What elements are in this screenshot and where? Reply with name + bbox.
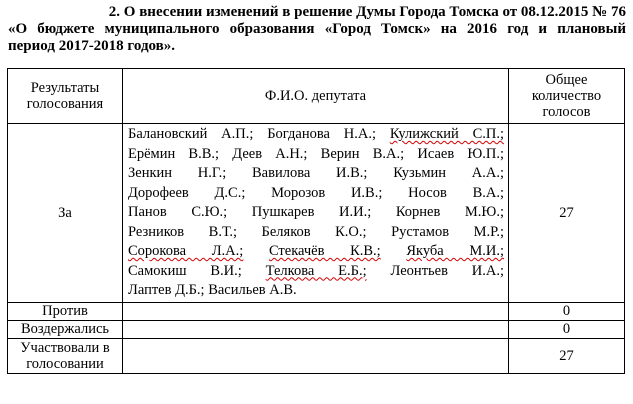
names-line — [128, 184, 504, 204]
heading-line-2: «О бюджете муниципального образования «Город Томск» на 2016 год и плановый — [8, 21, 626, 37]
deputy-name: Лаптев Д.Б.; — [128, 282, 205, 298]
names-line — [128, 125, 504, 145]
result-label: Воздержались — [8, 320, 123, 338]
deputy-name: Телкова Е.Б.; — [265, 262, 367, 279]
deputy-name: Морозов И.В.; — [271, 184, 383, 201]
deputy-name: Сорокова Л.А.; — [128, 243, 244, 259]
deputy-names-cell — [123, 302, 509, 320]
table-row-for — [8, 124, 625, 303]
deputy-name: Кузьмин А.А.; — [393, 165, 505, 181]
deputy-name: Дорофеев Д.С.; — [128, 184, 246, 201]
names-line — [128, 223, 504, 243]
vote-count: 0 — [509, 302, 625, 320]
names-line — [128, 242, 504, 262]
table-row-against — [8, 302, 625, 320]
heading-line-3: период 2017-2018 годов». — [8, 38, 176, 54]
deputy-name: Леонтьев И.А.; — [390, 262, 505, 279]
names-line — [128, 281, 504, 301]
voting-results-table — [7, 68, 625, 374]
deputy-name: Ерёмин В.В.; — [128, 145, 220, 162]
deputy-name: Беляков К.О.; — [261, 223, 367, 240]
deputy-name: Резников В.Т.; — [128, 223, 238, 240]
deputy-name: Балановский А.П.; — [128, 126, 254, 142]
header-total: Общее количество голосов — [509, 69, 625, 124]
table-row-abstained — [8, 320, 625, 338]
header-results: Результаты голосования — [8, 69, 123, 124]
deputy-names-cell — [123, 338, 509, 373]
vote-count: 27 — [509, 124, 625, 303]
deputy-name: Верин В.А.; — [320, 145, 405, 162]
deputy-name: Стекачёв К.В.; — [268, 243, 381, 259]
deputy-name: Самокиш В.И.; — [128, 262, 242, 279]
vote-count: 0 — [509, 320, 625, 338]
deputy-name: Вавилова И.В.; — [252, 165, 368, 181]
deputy-names-cell — [123, 124, 509, 303]
vote-count: 27 — [509, 338, 625, 373]
deputy-name: Носов В.А.; — [408, 184, 504, 201]
deputy-name: Васильев А.В. — [208, 282, 297, 298]
result-label: Участвовали в голосовании — [8, 338, 123, 373]
names-line — [128, 164, 504, 184]
deputy-name: Деев А.Н.; — [232, 145, 308, 162]
table-row-participated — [8, 338, 625, 373]
heading-line-1: 2. О внесении изменений в решение Думы Города Томска от 08.12.2015 № 76 — [108, 4, 626, 20]
names-line — [128, 203, 504, 223]
deputy-name: Панов С.Ю.; — [128, 204, 228, 220]
result-label: Против — [8, 302, 123, 320]
names-line — [128, 262, 504, 282]
table-header-row — [8, 69, 625, 124]
deputy-name: Богданова Н.А.; — [267, 126, 376, 142]
header-names: Ф.И.О. депутата — [123, 69, 509, 124]
deputy-name: Корнев М.Ю.; — [395, 204, 504, 220]
names-line — [128, 145, 504, 165]
result-label: За — [8, 124, 123, 303]
deputy-name: Якуба М.И.; — [406, 243, 505, 259]
deputy-name: Рустамов М.Р.; — [391, 223, 505, 240]
deputy-name: Пушкарев И.И.; — [251, 204, 372, 220]
resolution-heading — [8, 4, 626, 55]
deputy-name: Зенкин Н.Г.; — [128, 165, 227, 181]
deputy-name: Исаев Ю.П.; — [417, 145, 505, 162]
deputy-name: Кулижский С.П.; — [389, 126, 505, 142]
deputy-names-cell — [123, 320, 509, 338]
